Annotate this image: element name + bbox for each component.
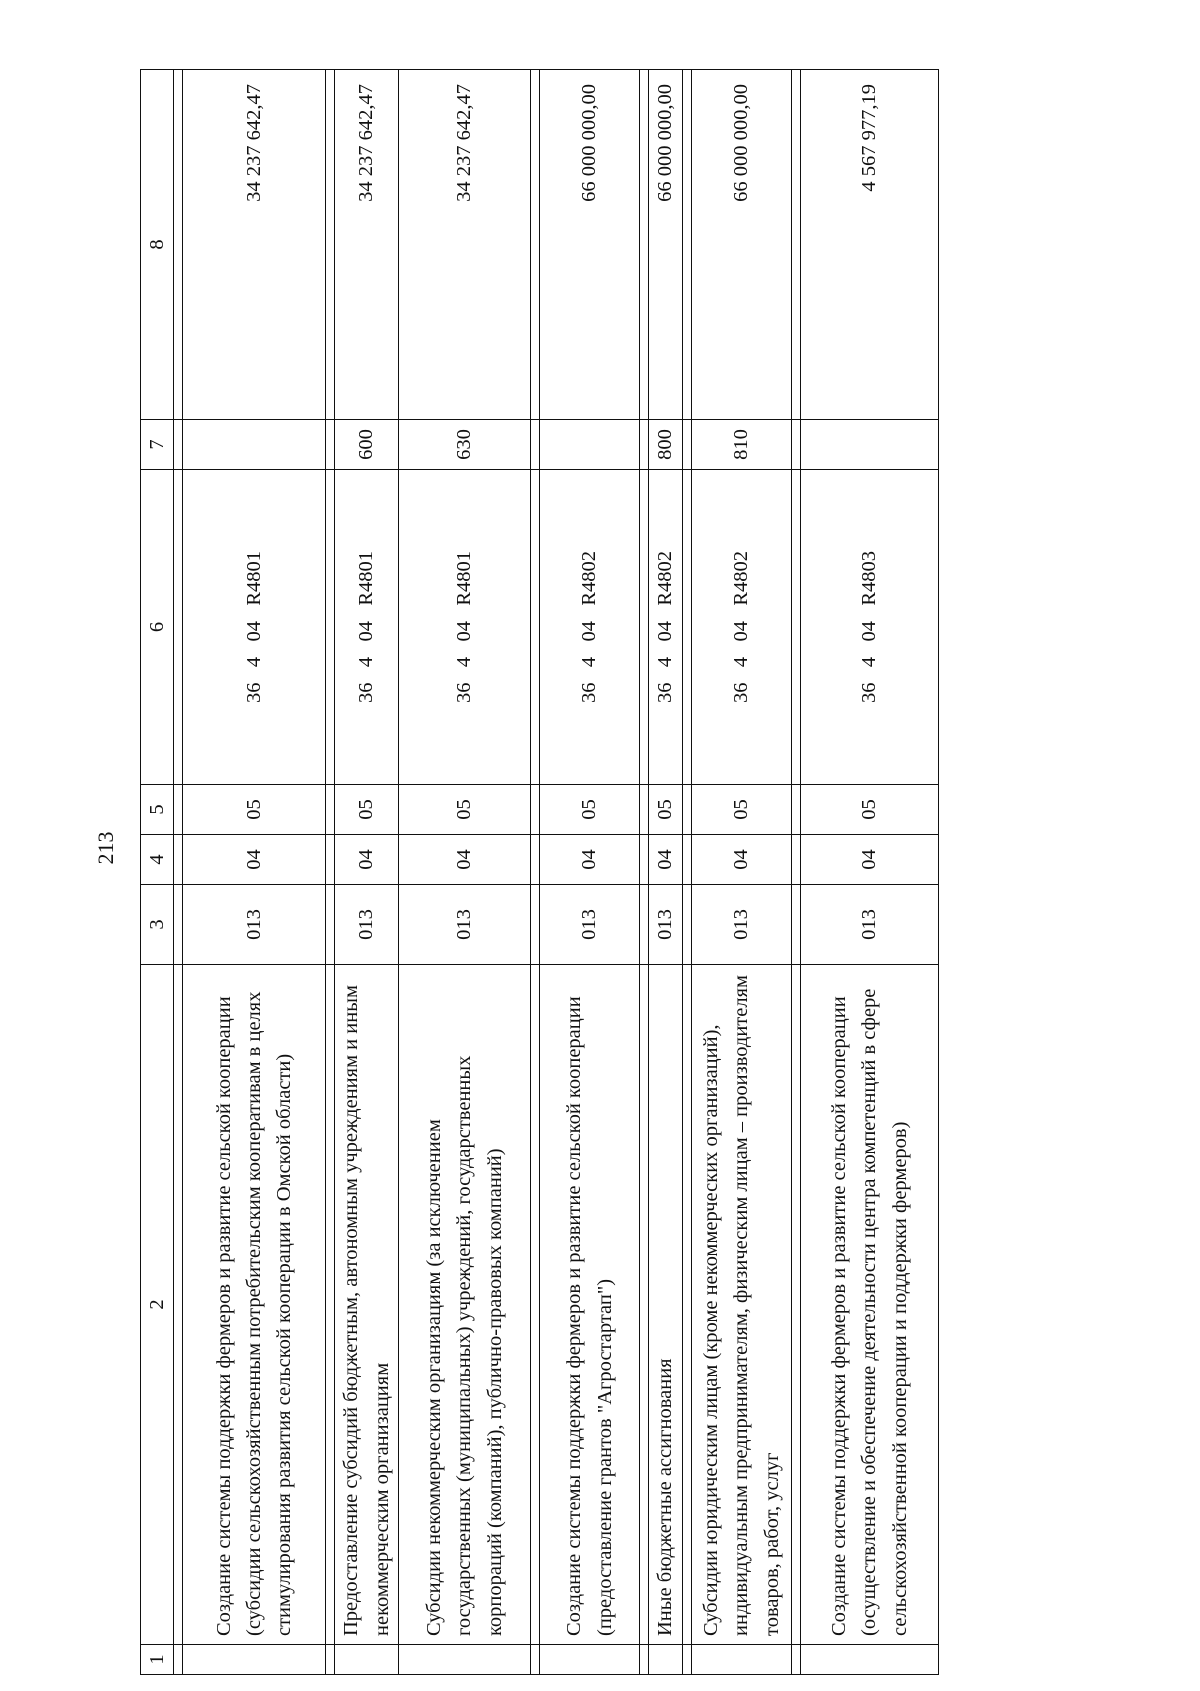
column-number-1: 1 [141,1645,174,1675]
row-name: Создание системы поддержки фермеров и развитие сельской кооперации (предоставление грантов "Агростартап") [540,965,640,1645]
expense-type-code [540,420,640,470]
amount: 34 237 642,47 [399,70,531,420]
section-code: 04 [801,835,939,885]
amount: 34 237 642,47 [335,70,399,420]
section-code: 04 [692,835,792,885]
subsection-code: 05 [692,785,792,835]
table-row [540,70,640,1675]
expense-type-code [183,420,326,470]
table-row [335,70,399,1675]
subsection-code: 05 [335,785,399,835]
column-number-3: 3 [141,885,174,965]
separator-row [792,70,801,1675]
amount: 66 000 000,00 [540,70,640,420]
ministry-code: 013 [399,885,531,965]
expense-type-code: 600 [335,420,399,470]
subsection-code: 05 [801,785,939,835]
amount: 66 000 000,00 [692,70,792,420]
section-code: 04 [649,835,683,885]
ministry-code: 013 [692,885,792,965]
column-number-row [141,70,174,1675]
target-article-code: 36 4 04 R4802 [540,470,640,785]
column-number-7: 7 [141,420,174,470]
subsection-code: 05 [183,785,326,835]
expense-type-code: 630 [399,420,531,470]
expense-type-code [801,420,939,470]
column-number-2: 2 [141,965,174,1645]
row-number-cell [335,1645,399,1675]
expense-type-code: 800 [649,420,683,470]
ministry-code: 013 [801,885,939,965]
target-article-code: 36 4 04 R4802 [692,470,792,785]
separator-row [326,70,335,1675]
row-name: Иные бюджетные ассигнования [649,965,683,1645]
table-row [801,70,939,1675]
page-number: 213 [93,831,118,865]
row-number-cell [801,1645,939,1675]
amount: 66 000 000,00 [649,70,683,420]
subsection-code: 05 [399,785,531,835]
column-number-8: 8 [141,70,174,420]
separator-row [531,70,540,1675]
subsection-code: 05 [649,785,683,835]
row-number-cell [183,1645,326,1675]
row-number-cell [399,1645,531,1675]
table-row [692,70,792,1675]
column-number-4: 4 [141,835,174,885]
section-code: 04 [183,835,326,885]
separator-row [683,70,692,1675]
budget-table-container [140,70,995,1675]
column-number-6: 6 [141,470,174,785]
amount: 4 567 977,19 [801,70,939,420]
section-code: 04 [540,835,640,885]
ministry-code: 013 [540,885,640,965]
target-article-code: 36 4 04 R4803 [801,470,939,785]
target-article-code: 36 4 04 R4802 [649,470,683,785]
ministry-code: 013 [183,885,326,965]
expense-type-code: 810 [692,420,792,470]
section-code: 04 [399,835,531,885]
column-number-5: 5 [141,785,174,835]
row-name: Создание системы поддержки фермеров и развитие сельской кооперации (осуществление и обеспечение деятельности центра компетенций в сфере сельскохозяйственной кооперации и поддержки фермеров) [801,965,939,1645]
amount: 34 237 642,47 [183,70,326,420]
budget-table [140,69,939,1675]
row-number-cell [540,1645,640,1675]
target-article-code: 36 4 04 R4801 [335,470,399,785]
section-code: 04 [335,835,399,885]
row-name: Создание системы поддержки фермеров и развитие сельской кооперации (субсидии сельскохозяйственным потребительским кооперативам в целях стимулирования развития сельской кооперации в Омской области) [183,965,326,1645]
ministry-code: 013 [649,885,683,965]
row-name: Предоставление субсидий бюджетным, автономным учреждениям и иным некоммерческим организациям [335,965,399,1645]
row-name: Субсидии юридическим лицам (кроме некоммерческих организаций), индивидуальным предпринимателям, физическим лицам – производителям товаров, работ, услуг [692,965,792,1645]
table-row [183,70,326,1675]
subsection-code: 05 [540,785,640,835]
target-article-code: 36 4 04 R4801 [183,470,326,785]
table-row [649,70,683,1675]
ministry-code: 013 [335,885,399,965]
row-name: Субсидии некоммерческим организациям (за исключением государственных (муниципальных) учреждений, государственных корпораций (компаний), публично-правовых компаний) [399,965,531,1645]
row-number-cell [692,1645,792,1675]
row-number-cell [649,1645,683,1675]
separator-row [640,70,649,1675]
target-article-code: 36 4 04 R4801 [399,470,531,785]
separator-row [174,70,183,1675]
table-row [399,70,531,1675]
